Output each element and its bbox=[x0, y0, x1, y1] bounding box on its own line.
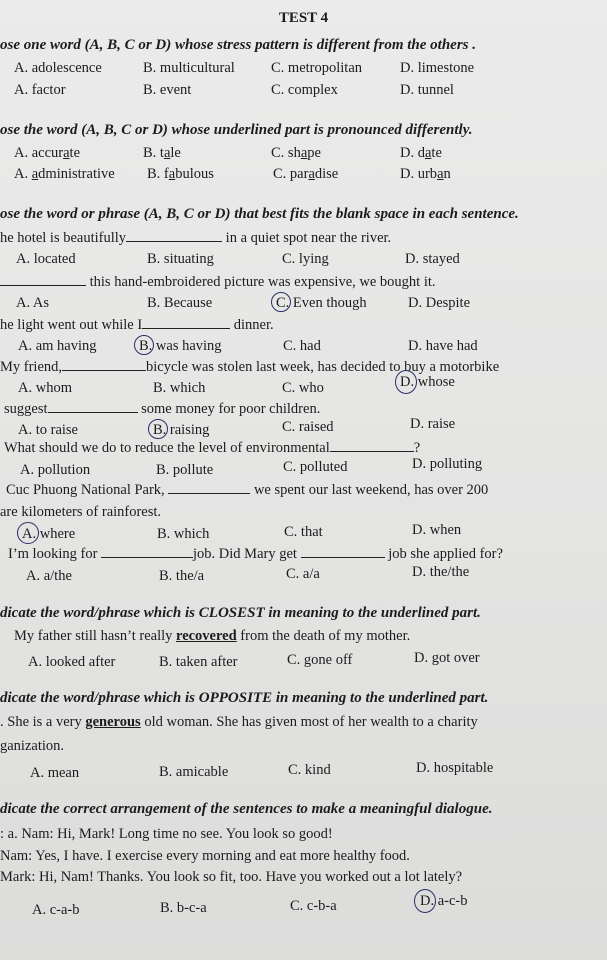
s5-q1-sentence-continued: ganization. bbox=[0, 738, 65, 754]
s3-q8-opt-c: C. a/a bbox=[286, 566, 320, 582]
s2-q1-opt-d: D. date bbox=[400, 145, 442, 161]
s1-q2-opt-b: B. event bbox=[143, 82, 192, 98]
s3-q6-sentence: What should we do to reduce the level of environmental ? bbox=[4, 440, 421, 456]
s3-q6-opt-a: A. pollution bbox=[20, 462, 91, 478]
s5-q1-opt-c: C. kind bbox=[288, 762, 331, 778]
s3-q3-sentence: he light went out while I dinner. bbox=[0, 317, 274, 333]
section-arrangement-instruction: dicate the correct arrangement of the sentences to make a meaningful dialogue. bbox=[0, 801, 493, 817]
dialogue-line-a: : a. Nam: Hi, Mark! Long time no see. You look so good! bbox=[0, 826, 333, 842]
s3-q5-sentence: suggest some money for poor children. bbox=[4, 401, 321, 417]
s3-q7-sentence-continued: are kilometers of rainforest. bbox=[0, 504, 162, 520]
s3-q2-opt-b: B. Because bbox=[147, 295, 213, 311]
s5-q1-sentence: . She is a very generous old woman. She has given most of her wealth to a charity bbox=[0, 714, 478, 730]
s3-q2-opt-c: C. Even though bbox=[276, 295, 367, 311]
s3-q7-sentence: Cuc Phuong National Park, we spent our last weekend, has over 200 bbox=[6, 482, 489, 498]
s3-q1-opt-b: B. situating bbox=[147, 251, 214, 267]
s6-opt-b: B. b-c-a bbox=[160, 900, 207, 916]
s3-q6-opt-c: C. polluted bbox=[283, 459, 348, 475]
answer-circle-s3-q3 bbox=[134, 335, 154, 355]
s6-opt-c: C. c-b-a bbox=[290, 898, 337, 914]
s1-q1-opt-a: A. adolescence bbox=[14, 60, 102, 76]
s3-q4-opt-a: A. whom bbox=[18, 380, 72, 396]
s3-q1-opt-a: A. located bbox=[16, 251, 76, 267]
s3-q8-opt-b: B. the/a bbox=[159, 568, 205, 584]
s3-q4-opt-c: C. who bbox=[282, 380, 324, 396]
s3-q2-opt-a: A. As bbox=[16, 295, 50, 311]
s3-q5-opt-c: C. raised bbox=[282, 419, 334, 435]
s3-q3-opt-a: A. am having bbox=[18, 338, 97, 354]
s3-q1-opt-c: C. lying bbox=[282, 251, 329, 267]
s4-q1-opt-b: B. taken after bbox=[159, 654, 238, 670]
s4-q1-opt-a: A. looked after bbox=[28, 654, 116, 670]
s2-q2-opt-c: C. paradise bbox=[273, 166, 339, 182]
s2-q1-opt-c: C. shape bbox=[271, 145, 321, 161]
answer-circle-s3-q5 bbox=[148, 419, 168, 439]
s3-q6-opt-b: B. pollute bbox=[156, 462, 214, 478]
answer-circle-s6 bbox=[414, 889, 436, 913]
s3-q7-opt-a: A. where bbox=[22, 526, 76, 542]
s3-q1-opt-d: D. stayed bbox=[405, 251, 460, 267]
s3-q8-opt-d: D. the/the bbox=[412, 564, 470, 580]
s3-q1-sentence: he hotel is beautifully in a quiet spot near the river. bbox=[0, 230, 392, 246]
s1-q1-opt-b: B. multicultural bbox=[143, 60, 235, 76]
s3-q5-opt-d: D. raise bbox=[410, 416, 456, 432]
s3-q8-sentence: I’m looking for job. Did Mary get job she applied for? bbox=[8, 546, 503, 562]
s3-q3-opt-b: B. was having bbox=[139, 338, 222, 354]
s3-q7-opt-c: C. that bbox=[284, 524, 323, 540]
s5-q1-opt-a: A. mean bbox=[30, 765, 80, 781]
s2-q2-opt-a: A. administrative bbox=[14, 166, 115, 182]
s1-q2-opt-d: D. tunnel bbox=[400, 82, 454, 98]
s3-q2-opt-d: D. Despite bbox=[408, 295, 471, 311]
s3-q5-opt-a: A. to raise bbox=[18, 422, 78, 438]
s5-q1-opt-b: B. amicable bbox=[159, 764, 229, 780]
s3-q8-opt-a: A. a/the bbox=[26, 568, 72, 584]
s3-q7-opt-b: B. which bbox=[157, 526, 210, 542]
answer-circle-s3-q7 bbox=[17, 522, 39, 544]
s2-q1-opt-b: B. tale bbox=[143, 145, 181, 161]
section-gap-fill-instruction: ose the word or phrase (A, B, C or D) that best fits the blank space in each sentence. bbox=[0, 206, 519, 222]
s4-q1-sentence: My father still hasn’t really recovered from the death of my mother. bbox=[14, 628, 411, 644]
s3-q3-opt-c: C. had bbox=[283, 338, 321, 354]
section-closest-meaning-instruction: dicate the word/phrase which is CLOSEST in meaning to the underlined part. bbox=[0, 605, 481, 621]
s5-q1-opt-d: D. hospitable bbox=[416, 760, 494, 776]
s3-q3-opt-d: D. have had bbox=[408, 338, 478, 354]
s1-q2-opt-a: A. factor bbox=[14, 82, 66, 98]
dialogue-line-b: Nam: Yes, I have. I exercise every morning and eat more healthy food. bbox=[0, 848, 410, 864]
s4-q1-opt-d: D. got over bbox=[414, 650, 480, 666]
s2-q2-opt-b: B. fabulous bbox=[147, 166, 214, 182]
s1-q1-opt-c: C. metropolitan bbox=[271, 60, 363, 76]
test-title: TEST 4 bbox=[278, 10, 329, 26]
s3-q2-sentence: this hand-embroidered picture was expensive, we bought it. bbox=[0, 273, 436, 291]
s3-q6-opt-d: D. polluting bbox=[412, 456, 483, 472]
answer-circle-s3-q4 bbox=[395, 370, 417, 394]
section-stress-instruction: ose one word (A, B, C or D) whose stress pattern is different from the others . bbox=[0, 37, 477, 53]
section-pronunciation-instruction: ose the word (A, B, C or D) whose underlined part is pronounced differently. bbox=[0, 122, 473, 138]
s3-q4-sentence: My friend, bicycle was stolen last week, has decided to buy a motorbike bbox=[0, 359, 500, 375]
s6-opt-a: A. c-a-b bbox=[32, 902, 80, 918]
s3-q4-opt-d: D. whose bbox=[400, 374, 455, 390]
s3-q5-opt-b: B. raising bbox=[153, 422, 210, 438]
s1-q2-opt-c: C. complex bbox=[271, 82, 338, 98]
section-opposite-meaning-instruction: dicate the word/phrase which is OPPOSITE in meaning to the underlined part. bbox=[0, 690, 489, 706]
s3-q7-opt-d: D. when bbox=[412, 522, 462, 538]
dialogue-line-c: Mark: Hi, Nam! Thanks. You look so fit, too. Have you worked out a lot lately? bbox=[0, 869, 463, 885]
s6-opt-d: D. a-c-b bbox=[420, 893, 468, 909]
answer-circle-s3-q2 bbox=[271, 292, 291, 312]
s1-q1-opt-d: D. limestone bbox=[400, 60, 475, 76]
s2-q2-opt-d: D. urban bbox=[400, 166, 451, 182]
s2-q1-opt-a: A. accurate bbox=[14, 145, 81, 161]
s4-q1-opt-c: C. gone off bbox=[287, 652, 353, 668]
s3-q4-opt-b: B. which bbox=[153, 380, 206, 396]
